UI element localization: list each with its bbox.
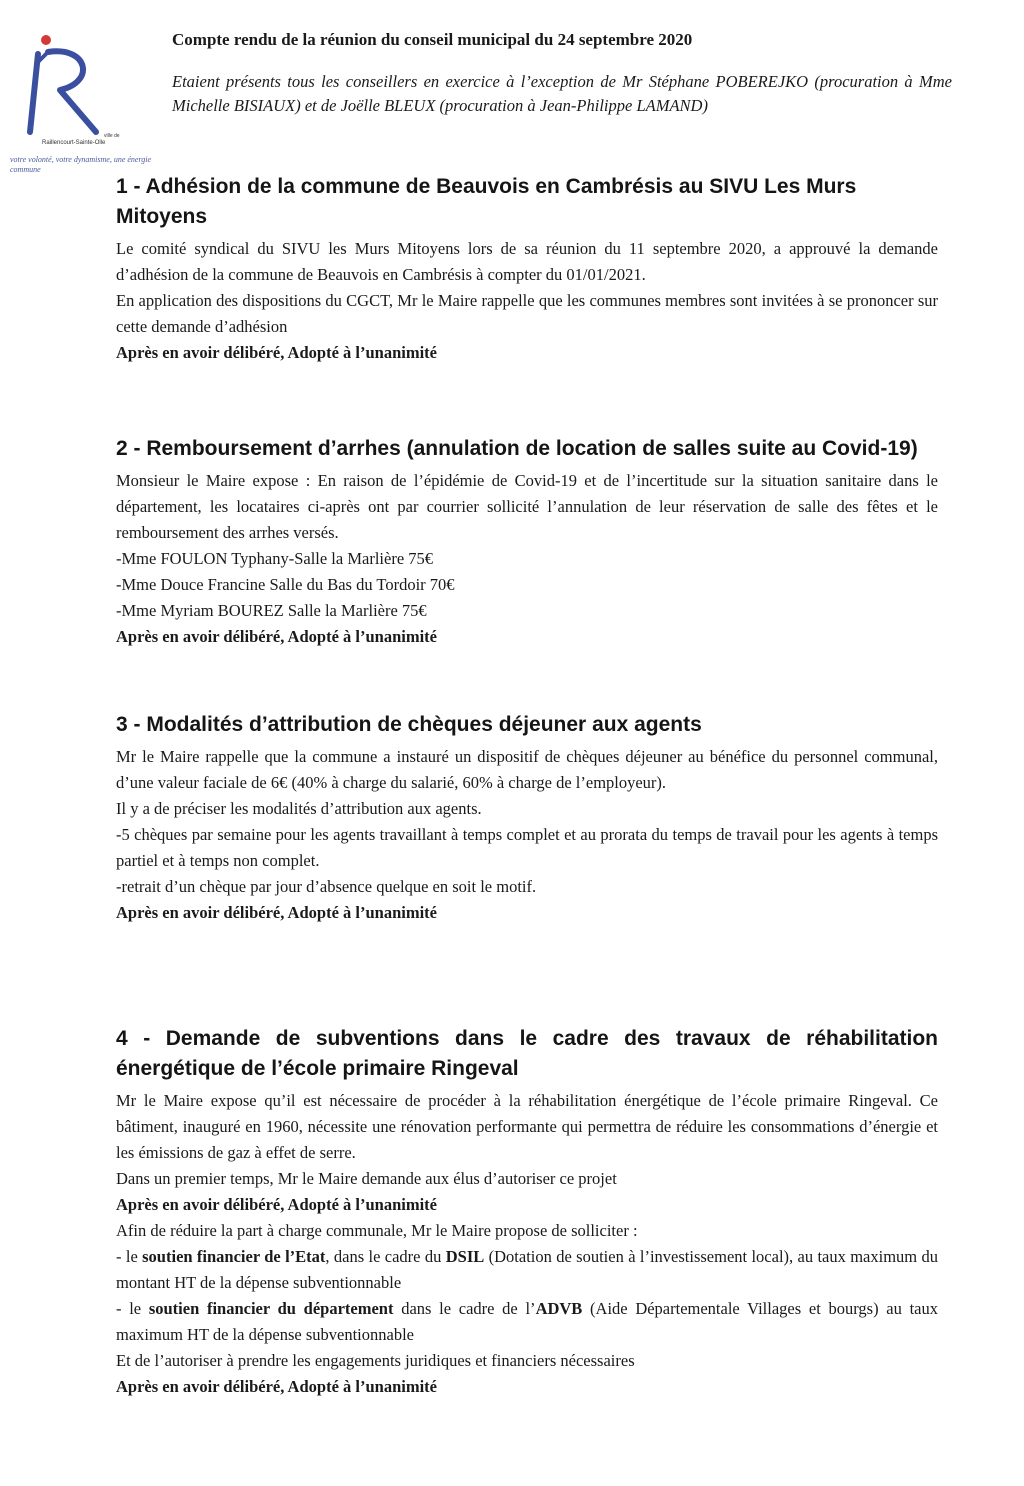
item-text: (Dotation de soutien à l’investissement local), au taux maximum du montant HT de la dépense subventionnable	[116, 1247, 938, 1292]
section-heading: 3 - Modalités d’attribution de chèques déjeuner aux agents	[116, 713, 702, 736]
logo-ir-icon	[8, 32, 108, 142]
logo-town-name: Raillencourt-Sainte-Olle	[42, 140, 106, 146]
list-item: -Mme Douce Francine Salle du Bas du Tordoir 70€	[116, 575, 455, 594]
item-text: dans le cadre de l’	[393, 1299, 536, 1318]
vote-result: Après en avoir délibéré, Adopté à l’unanimité	[116, 1195, 437, 1214]
section-2	[116, 434, 938, 650]
paragraph: Le comité syndical du SIVU les Murs Mitoyens lors de sa réunion du 11 septembre 2020, a approuvé la demande d’adhésion de la commune de Beauvois en Cambrésis à compter du 01/01/2021.	[116, 239, 938, 284]
vote-result: Après en avoir délibéré, Adopté à l’unanimité	[116, 343, 437, 362]
item-acronym: ADVB	[535, 1299, 583, 1318]
item-acronym: DSIL	[445, 1247, 485, 1266]
paragraph: Monsieur le Maire expose : En raison de l’épidémie de Covid-19 et de l’incertitude sur la situation sanitaire dans le département, les locataires ci-après ont par courrier sollicité l’annulation de leur réservation de salle des fêtes et le remboursement des arrhes versés.	[116, 471, 938, 542]
list-item	[116, 1296, 938, 1348]
paragraph: Et de l’autoriser à prendre les engagements juridiques et financiers nécessaires	[116, 1351, 635, 1370]
town-logo	[8, 32, 158, 174]
section-3	[116, 710, 938, 926]
list-item: -Mme Myriam BOUREZ Salle la Marlière 75€	[116, 601, 427, 620]
logo-slogan: votre volonté, votre dynamisme, une énergie commune	[10, 155, 152, 174]
vote-result: Après en avoir délibéré, Adopté à l’unanimité	[116, 627, 437, 646]
item-emphasis: soutien financier du département	[148, 1299, 394, 1318]
document-body	[116, 172, 938, 1400]
paragraph: Mr le Maire rappelle que la commune a instauré un dispositif de chèques déjeuner au bénéfice du personnel communal, d’une valeur faciale de 6€ (40% à charge du salarié, 60% à charge de l’employeur).	[116, 747, 938, 792]
list-item: -Mme FOULON Typhany-Salle la Marlière 75€	[116, 549, 434, 568]
list-item	[116, 1244, 938, 1296]
paragraph: Dans un premier temps, Mr le Maire demande aux élus d’autoriser ce projet	[116, 1169, 617, 1188]
paragraph: Il y a de préciser les modalités d’attribution aux agents.	[116, 799, 482, 818]
vote-result: Après en avoir délibéré, Adopté à l’unanimité	[116, 1377, 437, 1396]
section-heading: 1 - Adhésion de la commune de Beauvois en Cambrésis au SIVU Les Murs Mitoyens	[116, 175, 857, 228]
attendance-note: Etaient présents tous les conseillers en exercice à l’exception de Mr Stéphane POBEREJKO (procuration à Mme Michelle BISIAUX) et de Joëlle BLEUX (procuration à Jean-Philippe LAMAND)	[172, 72, 952, 115]
item-emphasis: soutien financier de l’Etat	[142, 1247, 326, 1266]
item-prefix: - le	[116, 1247, 143, 1266]
page-title: Compte rendu de la réunion du conseil municipal du 24 septembre 2020	[172, 30, 693, 49]
item-text: , dans le cadre du	[325, 1247, 446, 1266]
section-1	[116, 172, 938, 366]
section-4	[116, 1024, 938, 1400]
paragraph: En application des dispositions du CGCT, Mr le Maire rappelle que les communes membres sont invitées à se prononcer sur cette demande d’adhésion	[116, 291, 938, 336]
vote-result: Après en avoir délibéré, Adopté à l’unanimité	[116, 903, 437, 922]
paragraph: Mr le Maire expose qu’il est nécessaire de procéder à la réhabilitation énergétique de l’école primaire Ringeval. Ce bâtiment, inauguré en 1960, nécessite une rénovation performante qui permettra de réduire les consommations d’énergie et les émissions de gaz à effet de serre.	[116, 1091, 938, 1162]
document-header	[172, 30, 952, 118]
paragraph: Afin de réduire la part à charge communale, Mr le Maire propose de solliciter :	[116, 1221, 638, 1240]
list-item: -5 chèques par semaine pour les agents travaillant à temps complet et au prorata du temps de travail pour les agents à temps partiel et à temps non complet.	[116, 825, 938, 870]
section-heading: 2 - Remboursement d’arrhes (annulation de location de salles suite au Covid-19)	[116, 437, 918, 460]
section-heading: 4 - Demande de subventions dans le cadre des travaux de réhabilitation énergétique de l’école primaire Ringeval	[116, 1027, 938, 1080]
logo-ville-label: ville de	[104, 133, 120, 139]
item-text: (Aide Départementale Villages et bourgs) au taux maximum HT de la dépense subventionnable	[116, 1299, 938, 1344]
list-item: -retrait d’un chèque par jour d’absence quelque en soit le motif.	[116, 877, 537, 896]
item-prefix: - le	[116, 1299, 149, 1318]
